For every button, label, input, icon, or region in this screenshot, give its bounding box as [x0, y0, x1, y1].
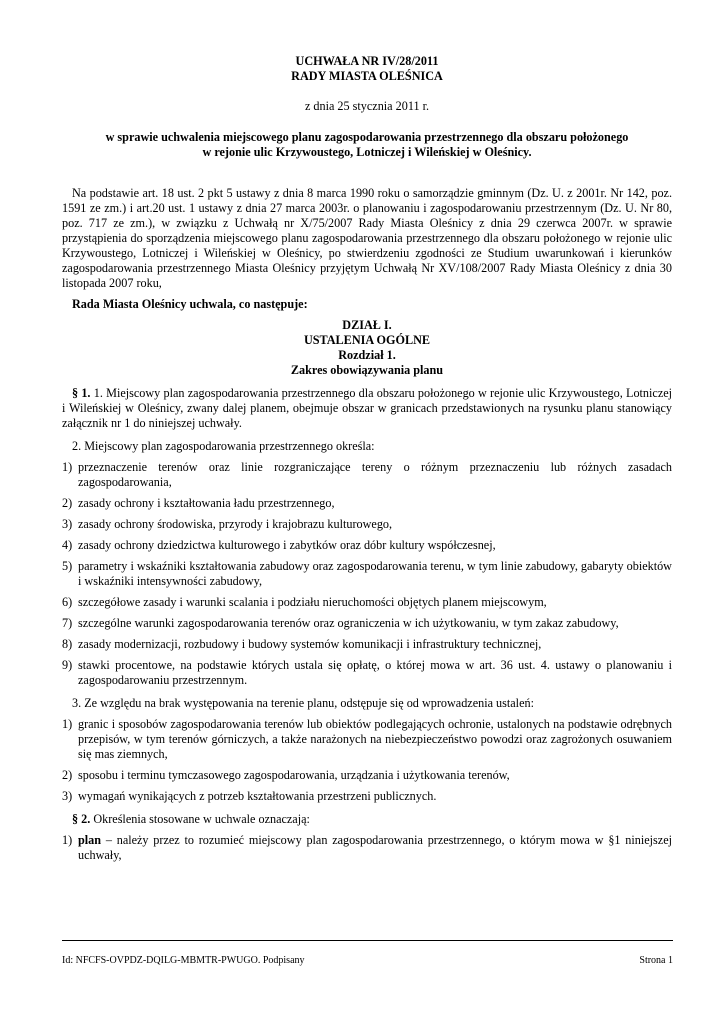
footer-divider — [62, 940, 673, 941]
council-resolves: Rada Miasta Oleśnicy uchwala, co następuje: — [72, 297, 308, 311]
subject-line-2: w rejonie ulic Krzywoustego, Lotniczej i Wileńskiej w Oleśnicy. — [202, 145, 532, 159]
paragraph-2-text: Określenia stosowane w uchwale oznaczają: — [93, 812, 310, 826]
paragraph-1-section-2: 2. Miejscowy plan zagospodarowania przestrzennego określa: — [72, 439, 375, 453]
section-3-list — [62, 717, 672, 804]
list-item-number: 7) — [62, 616, 73, 630]
definition-text — [74, 833, 672, 863]
document-page — [62, 50, 672, 863]
list-item-number: 9) — [62, 658, 73, 672]
list-item-number: 2) — [62, 496, 73, 510]
definition-term: plan — [78, 833, 102, 847]
paragraph-2-mark: § 2. — [72, 812, 91, 826]
list-item — [62, 517, 672, 532]
list-item — [62, 460, 672, 490]
subject-line-1: w sprawie uchwalenia miejscowego planu zagospodarowania przestrzennego dla obszaru położonego — [105, 130, 629, 144]
list-item-text: sposobu i terminu tymczasowego zagospodarowania, urządzania i użytkowania terenów, — [78, 768, 510, 782]
list-item-text: parametry i wskaźniki kształtowania zabudowy oraz zagospodarowania terenu, w tym linie zabudowy, gabaryty obiektów i wskaźniki intensywności zabudowy, — [78, 559, 672, 588]
definition-item — [62, 833, 672, 863]
list-item — [62, 637, 672, 652]
list-item-text: zasady ochrony i kształtowania ładu przestrzennego, — [78, 496, 335, 510]
list-item — [62, 658, 672, 688]
list-item-text: wymagań wynikających z potrzeb kształtowania przestrzeni publicznych. — [78, 789, 437, 803]
resolution-date: z dnia 25 stycznia 2011 r. — [304, 99, 430, 113]
list-item-text: przeznaczenie terenów oraz linie rozgraniczające tereny o różnym przeznaczeniu lub różnych zasadach zagospodarowania, — [78, 460, 672, 489]
list-item-number: 4) — [62, 538, 73, 552]
page-footer — [62, 953, 673, 968]
page-number: Strona 1 — [639, 955, 673, 966]
division-heading — [62, 318, 672, 378]
paragraph-1-section-1 — [62, 386, 672, 431]
resolution-title: UCHWAŁA NR IV/28/2011 — [295, 54, 439, 68]
list-item-number: 8) — [62, 637, 73, 651]
list-item-number: 1) — [62, 460, 73, 474]
list-item — [62, 768, 672, 783]
list-item — [62, 496, 672, 511]
division-title: USTALENIA OGÓLNE — [303, 333, 431, 347]
list-item-number: 3) — [62, 789, 73, 803]
definition-body: – należy przez to rozumieć miejscowy plan zagospodarowania przestrzennego, o którym mowa w §1 niniejszej uchwały, — [78, 833, 672, 862]
paragraph-1-text: 1. Miejscowy plan zagospodarowania przestrzennego dla obszaru położonego w rejonie ulic Krzywoustego, Lotniczej i Wileńskiej w Oleśnicy, zwany dalej planem, obejmuje obszar w granicach przedstawionych na rysunku planu stanowiący załącznik nr 1 do niniejszej uchwały. — [62, 386, 673, 430]
list-item-text: zasady ochrony dziedzictwa kulturowego i zabytków oraz dóbr kultury współczesnej, — [78, 538, 496, 552]
list-item-number: 1) — [62, 717, 73, 731]
list-item — [62, 559, 672, 589]
list-item-text: szczegółowe zasady i warunki scalania i podziału nieruchomości objętych planem miejscowym, — [78, 595, 547, 609]
list-item-text: zasady ochrony środowiska, przyrody i krajobrazu kulturowego, — [78, 517, 393, 531]
council-name: RADY MIASTA OLEŚNICA — [291, 69, 443, 83]
list-item — [62, 616, 672, 631]
resolution-subject — [62, 130, 672, 160]
section-2-list — [62, 460, 672, 688]
paragraph-2 — [62, 812, 672, 827]
list-item — [62, 717, 672, 762]
list-item-text: stawki procentowe, na podstawie których ustala się opłatę, o której mowa w art. 36 ust. 4. ustawy o planowaniu i zagospodarowaniu przestrzennym. — [78, 658, 672, 687]
list-item-number: 3) — [62, 517, 73, 531]
definition-number: 1) — [62, 833, 73, 847]
list-item-text: szczególne warunki zagospodarowania terenów oraz ograniczenia w ich użytkowaniu, w tym zakaz zabudowy, — [78, 616, 619, 630]
list-item-number: 2) — [62, 768, 73, 782]
list-item-number: 5) — [62, 559, 73, 573]
document-id: Id: NFCFS-OVPDZ-DQILG-MBMTR-PWUGO. Podpisany — [62, 955, 305, 966]
chapter-title: Zakres obowiązywania planu — [290, 363, 444, 377]
division-number: DZIAŁ I. — [342, 318, 392, 332]
list-item — [62, 538, 672, 553]
list-item — [62, 789, 672, 804]
preamble: Na podstawie art. 18 ust. 2 pkt 5 ustawy z dnia 8 marca 1990 roku o samorządzie gminnym (Dz. U. z 2001r. Nr 142, poz. 1591 ze zm.) i art.20 ust. 1 ustawy z dnia 27 marca 2003r. o planowaniu i zagospodarowaniu przestrzennym (Dz. U. Nr 80, poz. 717 ze zm.), w związku z Uchwałą nr X/75/2007 Rady Miasta Oleśnicy z dnia 29 czerwca 2007r. w sprawie przystąpienia do sporządzenia miejscowego planu zagospodarowania przestrzennego dla obszaru położonego w rejonie ulic Krzywoustego, Lotniczej i Wileńskiej w Oleśnicy, po stwierdzeniu zgodności ze Studium uwarunkowań i kierunków zagospodarowania przestrzennego Miasta Oleśnicy przyjętym Uchwałą Nr XV/108/2007 Rady Miasta Oleśnicy z dnia 30 listopada 2007 roku, — [62, 186, 672, 290]
list-item-text: zasady modernizacji, rozbudowy i budowy systemów komunikacji i infrastruktury technicznej, — [78, 637, 542, 651]
chapter-number: Rozdział 1. — [338, 348, 396, 362]
paragraph-1-mark: § 1. — [72, 386, 91, 400]
list-item — [62, 595, 672, 610]
paragraph-1-section-3: 3. Ze względu na brak występowania na terenie planu, odstępuje się od wprowadzenia ustaleń: — [72, 696, 534, 710]
list-item-number: 6) — [62, 595, 73, 609]
list-item-text: granic i sposobów zagospodarowania terenów lub obiektów podlegających ochronie, ustalonych na podstawie odrębnych przepisów, w tym terenów górniczych, a także narażonych na niebezpieczeństwo powodzi oraz zagrożonych osuwaniem się mas ziemnych, — [78, 717, 672, 761]
